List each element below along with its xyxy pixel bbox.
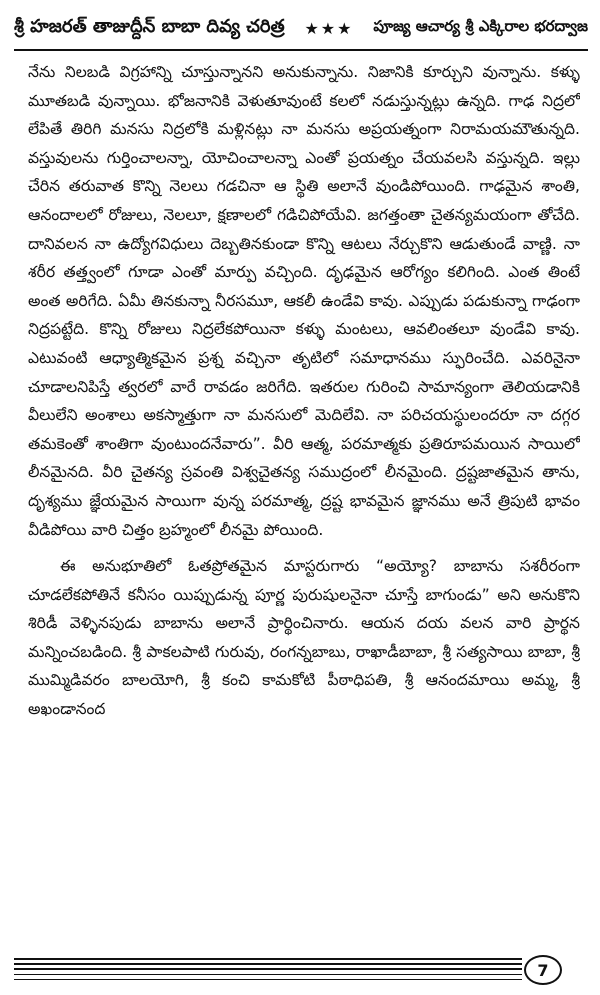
book-title: శ్రీ హజరత్ తాజుద్దీన్ బాబా దివ్య చరిత్ర xyxy=(14,15,285,37)
author-name: పూజ్య ఆచార్య శ్రీ ఎక్కిరాల భరద్వాజ xyxy=(373,17,588,35)
star-ornament-icon: ★★★ xyxy=(304,18,354,38)
page-body xyxy=(28,58,580,918)
running-header xyxy=(14,8,588,48)
paragraph-1: నేను నిలబడి విగ్రహాన్ని చూస్తున్నానని అనుకున్నాను. నిజానికి కూర్చుని వున్నాను. కళ్ళు మూతబడి వున్నాయి. భోజనానికి వెళుతూవుంటే కలలో నడుస్తున్నట్లు ఉన్నది. గాఢ నిద్రలో లేపితే తిరిగి మనసు నిద్రలోకి మళ్లినట్లు నా మనసు అప్రయత్నంగా నిరామయమౌతున్నది. వస్తువులను గుర్తించాలన్నా, యోచించాలన్నా ఎంతో ప్రయత్నం చేయవలసి వస్తున్నది. ఇల్లు చేరిన తరువాత కొన్ని నెలలు గడచినా ఆ స్థితి అలానే వుండిపోయింది. గాఢమైన శాంతి, ఆనందాలలో రోజులు, నెలలూ, క్షణాలలో గడిచిపోయేవి. జగత్తంతా చైతన్యమయంగా తోచేది. దానివలన నా ఉద్యోగవిధులు దెబ్బతినకుండా కొన్ని ఆటలు నేర్చుకొని ఆడుతుండే వాణ్ణి. నా శరీర తత్త్వంలో గూడా ఎంతో మార్పు వచ్చింది. దృఢమైన ఆరోగ్యం కలిగింది. ఎంత తింటే అంత అరిగేది. ఏమీ తినకున్నా నీరసమూ, ఆకలీ ఉండేవి కావు. ఎప్పుడు పడుకున్నా గాఢంగా నిద్రపట్టేది. కొన్ని రోజులు నిద్రలేకపోయినా కళ్ళు మంటలు, ఆవలింతలూ వుండేవి కావు. ఎటువంటి ఆధ్యాత్మికమైన ప్రశ్న వచ్చినా తృటిలో సమాధానము స్ఫురించేది. ఎవరినైనా చూడాలనిపిస్తే త్వరలో వారే రావడం జరిగేది. ఇతరుల గురించి సామాన్యంగా తెలియడానికి వీలులేని అంశాలు అకస్మాత్తుగా నా మనసులో మెదిలేవి. నా పరిచయస్థులందరూ నా దగ్గర తమకెంతో శాంతిగా వుంటుందనేవారు”. వీరి ఆత్మ, పరమాత్మకు ప్రతిరూపమయిన సాయిలో లీనమైనది. వీరి చైతన్య స్రవంతి విశ్వచైతన్య సముద్రంలో లీనమైంది. ద్రష్టజాతమైన తాను, దృశ్యము జ్ఞేయమైన సాయిగా వున్న పరమాత్మ, ద్రష్ట భావమైన జ్ఞానము అనే త్రిపుటి భావం వీడిపోయి వారి చిత్తం బ్రహ్మంలో లీనమై పోయింది. xyxy=(28,63,580,539)
footer-rule-lines xyxy=(14,958,522,982)
paragraph-2: ఈ అనుభూతిలో ఓతప్రోతమైన మాస్టరుగారు “అయ్యో? బాబాను సశరీరంగా చూడలేకపోతినే కనీసం యిప్పుడున్న పూర్ణ పురుషులనైనా చూస్తే బాగుండు” అని అనుకొని శిరిడీ వెళ్ళినపుడు బాబాను అలానే ప్రార్థించినారు. ఆయన దయ వలన వారి ప్రార్థన మన్నించబడింది. శ్రీ పాకలపాటి గురువు, రంగన్నబాబు, రాఖాడీబాబా, శ్రీ సత్యసాయి బాబా, శ్రీ ముమ్మిడివరం బాలయోగి, శ్రీ కంచి కామకోటి పీఠాధిపతి, శ్రీ ఆనందమాయి అమ్మ, శ్రీ అఖండానంద xyxy=(28,557,580,719)
page-number: 7 xyxy=(524,955,562,985)
header-divider xyxy=(14,49,588,51)
